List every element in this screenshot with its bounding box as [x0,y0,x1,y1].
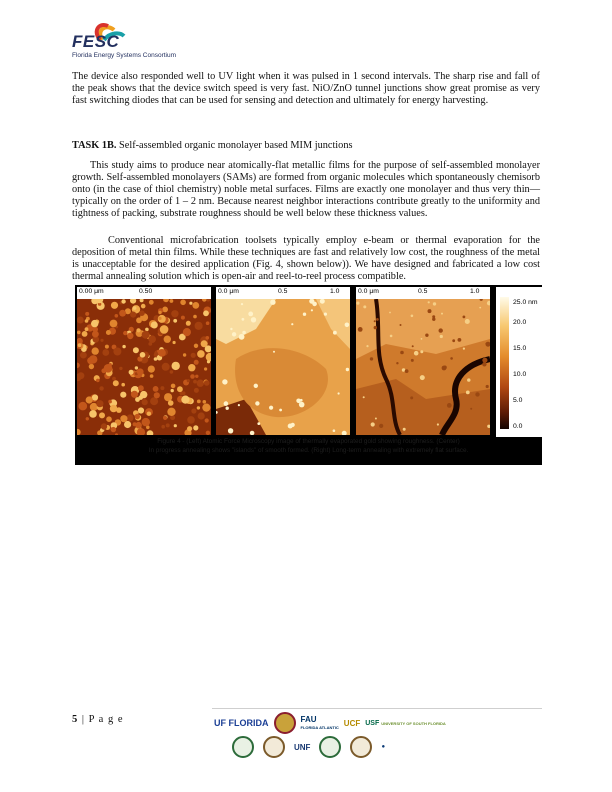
afm-grain [279,409,282,412]
afm-grain [203,400,207,404]
afm-grain [106,330,111,335]
afm-grain [150,374,154,378]
afm-grain [181,396,189,404]
afm-grain [166,423,170,427]
afm-grain [170,370,174,374]
afm-grain [389,312,391,314]
afm-grain [138,385,144,391]
afm-grain [439,328,443,332]
afm-grain [441,313,443,315]
afm-grain [375,418,377,420]
unf-logo: UNF [294,742,311,752]
afm-grain [338,392,340,394]
afm-grain [111,427,116,432]
afm-grain [127,333,133,339]
tick-label: 0.0 μm [358,288,379,295]
caption-line: Figure 4 - (Left) Atomic Force Microscopy image of thermally evaporated gold showing roughness. (Center) [157,438,460,445]
afm-panel-right [356,287,490,435]
afm-grain [390,335,393,338]
university-logos-row-2 [232,736,385,758]
afm-panel-left [77,287,211,435]
afm-grain [89,364,94,369]
paragraph-uv-response: The device also responded well to UV light when it was pulsed in 1 second intervals. The sharp rise and fall of the peak shows that the device switch speed is very fast. NiO/ZnO tunnel junctions show great promise as very fast switching diodes that can be used for sensing and detection and ultimately for energy harvesting. [72,71,540,107]
afm-grain [428,301,430,303]
afm-grain [135,414,140,419]
university-seal-icon [263,736,285,758]
afm-grain [193,425,198,430]
afm-grain [197,380,204,387]
afm-grain [201,340,208,347]
afm-grain [99,412,105,418]
afm-grain [465,319,470,324]
afm-panel-center [216,287,350,435]
afm-grain [273,351,275,353]
afm-grain [270,300,275,305]
afm-grain [254,384,258,388]
afm-grain [366,345,368,347]
afm-grain [371,422,375,426]
afm-grain [96,379,100,383]
afm-grain [222,379,227,384]
afm-grain [77,317,84,324]
afm-grain [173,319,177,323]
afm-grain [450,357,453,360]
afm-grain [412,345,414,347]
afm-grain [194,360,199,365]
afm-grain [420,375,425,380]
afm-grain [164,393,172,401]
afm-grain [420,350,423,353]
afm-grain [140,352,146,358]
afm-grain [138,395,143,400]
afm-grain [120,415,127,422]
fau-logo: FAU FLORIDA ATLANTIC [300,714,339,730]
tick-label: 0.5 [278,288,288,295]
afm-grain [130,312,136,318]
afm-grain [202,404,210,412]
logo-text: FESC [72,32,120,51]
afm-grain [291,323,293,325]
afm-grain [197,350,205,358]
footer-divider [212,708,542,709]
afm-grain [296,399,301,404]
afm-grain [238,404,240,406]
afm-grain [466,391,470,395]
afm-grain [251,317,256,322]
afm-grain [92,331,99,338]
afm-grain [479,307,481,309]
university-seal-icon [274,712,296,734]
afm-grain [180,300,186,306]
afm-grain [142,331,150,339]
afm-grain [171,310,178,317]
afm-grain [205,418,209,422]
afm-grain [421,338,423,340]
afm-grain [181,316,185,320]
afm-grain [376,318,379,321]
fgcu-logo-icon: ● [381,744,386,750]
afm-grain [242,331,246,335]
afm-grain [162,363,170,371]
afm-grain [452,339,455,342]
tick-label: 0.5 [418,288,428,295]
afm-grain [440,335,443,338]
afm-grain [133,306,137,310]
afm-grain [131,391,138,398]
page-number: 5 | P a g e [72,714,124,725]
afm-grain [112,377,116,381]
afm-grain [158,349,166,357]
afm-grain [255,401,259,405]
university-logos-row-1 [214,712,446,734]
fesc-logo [72,14,202,62]
afm-grain [115,314,119,318]
figure-caption [79,437,538,455]
afm-grain [151,322,158,329]
afm-grain [79,402,88,411]
afm-image-rough [77,299,211,435]
afm-grain [206,321,210,325]
task-heading [72,140,352,151]
afm-grain [161,425,165,429]
afm-grain [447,403,452,408]
afm-grain [269,406,273,410]
afm-grain [173,341,176,344]
afm-grain [239,334,245,340]
afm-grain [195,322,203,330]
panel-axis [216,287,350,299]
afm-grain [197,406,200,409]
afm-grain [241,303,243,305]
afm-grain [150,397,158,405]
afm-grain [189,302,192,305]
afm-grain [193,315,197,319]
afm-grain [148,335,156,343]
afm-grain [191,353,196,358]
afm-grain [467,378,470,381]
tick-label: 0.0 μm [218,288,239,295]
afm-grain [160,325,169,334]
afm-grain [188,364,195,371]
afm-grain [106,416,112,422]
afm-grain [187,379,190,382]
afm-grain [411,359,414,362]
afm-grain [105,345,109,349]
afm-grain [136,328,140,332]
afm-grain [121,383,125,387]
afm-grain [482,358,487,363]
afm-grain [288,424,293,429]
afm-grain [85,319,89,323]
afm-grain [191,408,196,413]
afm-grain [403,428,406,431]
afm-grain [232,332,236,336]
afm-grain [333,429,336,432]
afm-grain [226,407,229,410]
afm-grain [167,408,175,416]
afm-grain [123,331,127,335]
afm-grain [411,315,414,318]
afm-grain [463,316,466,319]
afm-grain [89,410,97,418]
task-label: TASK 1B. [72,140,117,151]
afm-grain [85,327,89,331]
logo-subtitle: Florida Energy Systems Consortium [72,52,177,59]
scale-label: 20.0 [513,319,527,326]
afm-grain [207,360,210,363]
afm-grain [203,310,209,316]
afm-grain [475,392,479,396]
afm-grain [370,357,373,360]
afm-grain [182,391,186,395]
afm-grain [177,386,183,392]
afm-grain [194,388,199,393]
afm-grain [172,362,180,370]
afm-grain [470,408,472,410]
afm-grain [230,328,232,330]
tick-label: 0.50 [139,288,153,295]
afm-grain [127,414,134,421]
afm-grain [311,309,313,311]
page-number-value: 5 [72,714,79,725]
tick-label: 1.0 [470,288,480,295]
afm-grain [78,343,82,347]
afm-grain [400,351,404,355]
afm-grain [174,424,177,427]
afm-grain [194,344,198,348]
afm-grain [102,349,109,356]
caption-line: In progress annealing shows "islands" of smooth formed. (Right) Long-term annealing with extremely flat surface. [148,447,469,454]
afm-grain [171,389,174,392]
scale-label: 0.0 [513,423,523,430]
afm-grain [363,305,366,308]
afm-grain [119,367,122,370]
afm-grain [224,401,229,406]
afm-grain [110,320,118,328]
afm-grain [82,331,88,337]
afm-grain [121,299,125,303]
afm-grain [257,422,260,425]
ucf-logo: UCF [343,718,361,728]
afm-grain [324,313,327,316]
afm-grain [110,405,118,413]
afm-figure [75,285,542,465]
afm-grain [139,310,145,316]
afm-grain [153,386,159,392]
university-emblem-icon [232,736,254,758]
paragraph-microfabrication: Conventional microfabrication toolsets typically employ e-beam or thermal evaporation for the deposition of metal thin films. While these techniques are fast and relatively low cost, the roughness of the metal is unacceptable for the desired application (Fig. 4, shown below)). We have designed and fabricated a low cost thermal annealing solution which is open-air and reel-to-reel process compatible. [72,235,540,283]
afm-grain [374,326,377,329]
afm-grain [119,310,126,317]
scale-label: 15.0 [513,345,527,352]
afm-grain [87,357,94,364]
afm-grain [170,299,174,303]
university-emblem-icon [319,736,341,758]
afm-grain [183,353,186,356]
afm-grain [137,368,144,375]
afm-grain [486,385,489,388]
afm-grain [396,362,398,364]
afm-grain [414,351,419,356]
tick-label: 1.0 [330,288,340,295]
uf-logo: UF FLORIDA [214,718,269,728]
afm-grain [333,331,337,335]
afm-grain [458,338,462,342]
afm-grain [113,348,121,356]
afm-grain [85,312,89,316]
panel-axis [77,287,211,299]
afm-grain [379,424,383,428]
afm-grain [133,347,139,353]
afm-grain [206,336,210,340]
afm-grain [410,396,413,399]
afm-grain [356,302,359,305]
afm-grain [92,347,99,354]
afm-grain [135,366,138,369]
afm-grain [164,336,171,343]
scale-label: 10.0 [513,371,527,378]
afm-grain [101,423,107,429]
afm-grain [154,392,160,398]
afm-grain [158,317,161,320]
afm-grain [228,428,233,433]
afm-grain [158,311,161,314]
afm-grain [160,386,164,390]
afm-grain [77,331,81,335]
scale-label: 25.0 nm [513,299,538,306]
afm-grain [129,370,134,375]
usf-logo: USF UNIVERSITY OF SOUTH FLORIDA [365,719,446,727]
afm-grain [147,412,151,416]
afm-grain [345,323,350,328]
afm-grain [405,369,409,373]
afm-grain [141,304,146,309]
panel-axis [356,287,490,299]
afm-grain [197,400,201,404]
paragraph-study-aims: This study aims to produce near atomically-flat metallic films for the purpose of self-assembled monolayer growth. Self-assembled monolayers (SAMs) are formed from organic molecules which spontaneously chemisorb onto (in the case of thiol chemistry) noble metal surfaces. Films are exactly one monolayer and thus very thin—typically on the order of 1 – 2 nm. Because nearest neighbor interactions contribute greatly to the uniformity and tightness of packing, substrate roughness should be well below these thickness values. [72,160,540,220]
university-seal-icon [350,736,372,758]
afm-grain [400,324,402,326]
afm-grain [190,374,195,379]
afm-grain [192,302,199,309]
afm-grain [363,396,365,398]
afm-grain [193,380,197,384]
afm-grain [242,318,245,321]
afm-grain [113,380,119,386]
afm-grain [482,362,486,366]
afm-grain [425,334,428,337]
afm-grain [135,422,142,429]
afm-grain [86,417,89,420]
afm-image-flat [356,299,490,435]
tick-label: 0.00 μm [79,288,104,295]
afm-grain [120,392,126,398]
afm-grain [104,364,113,373]
afm-grain [187,426,192,431]
afm-grain [195,375,198,378]
afm-grain [96,400,103,407]
colorbar-gradient [500,297,509,429]
height-colorbar [496,287,542,437]
afm-grain [204,380,210,386]
afm-grain [122,345,125,348]
afm-grain [374,320,376,322]
afm-grain [312,302,317,307]
afm-grain [148,366,155,373]
afm-grain [186,321,191,326]
page-label: P a g e [88,714,124,725]
afm-grain [142,418,150,426]
afm-grain [99,386,103,390]
afm-grain [432,315,435,318]
afm-grain [138,407,144,413]
afm-grain [80,352,87,359]
afm-grain [183,328,191,336]
afm-grain [142,399,148,405]
task-title: Self-assembled organic monolayer based MIM junctions [119,140,353,151]
afm-grain [100,339,103,342]
afm-grain [433,302,436,305]
afm-grain [437,423,439,425]
afm-grain [443,366,447,370]
afm-grain [111,302,118,309]
afm-grain [171,384,176,389]
afm-grain [163,416,167,420]
afm-grain [428,309,432,313]
afm-grain [463,348,465,350]
afm-grain [248,312,253,317]
afm-grain [198,412,205,419]
afm-grain [91,320,98,327]
afm-grain [168,400,174,406]
afm-grain [346,368,349,371]
afm-grain [303,313,306,316]
afm-grain [92,394,98,400]
afm-grain [86,396,93,403]
afm-grain [358,327,363,332]
afm-grain [204,367,207,370]
afm-grain [145,328,149,332]
afm-grain [187,416,195,424]
scale-label: 5.0 [513,397,523,404]
afm-grain [206,431,210,435]
afm-image-islands [216,299,350,435]
afm-grain [149,300,154,305]
afm-grain [485,343,487,345]
afm-grain [108,400,112,404]
